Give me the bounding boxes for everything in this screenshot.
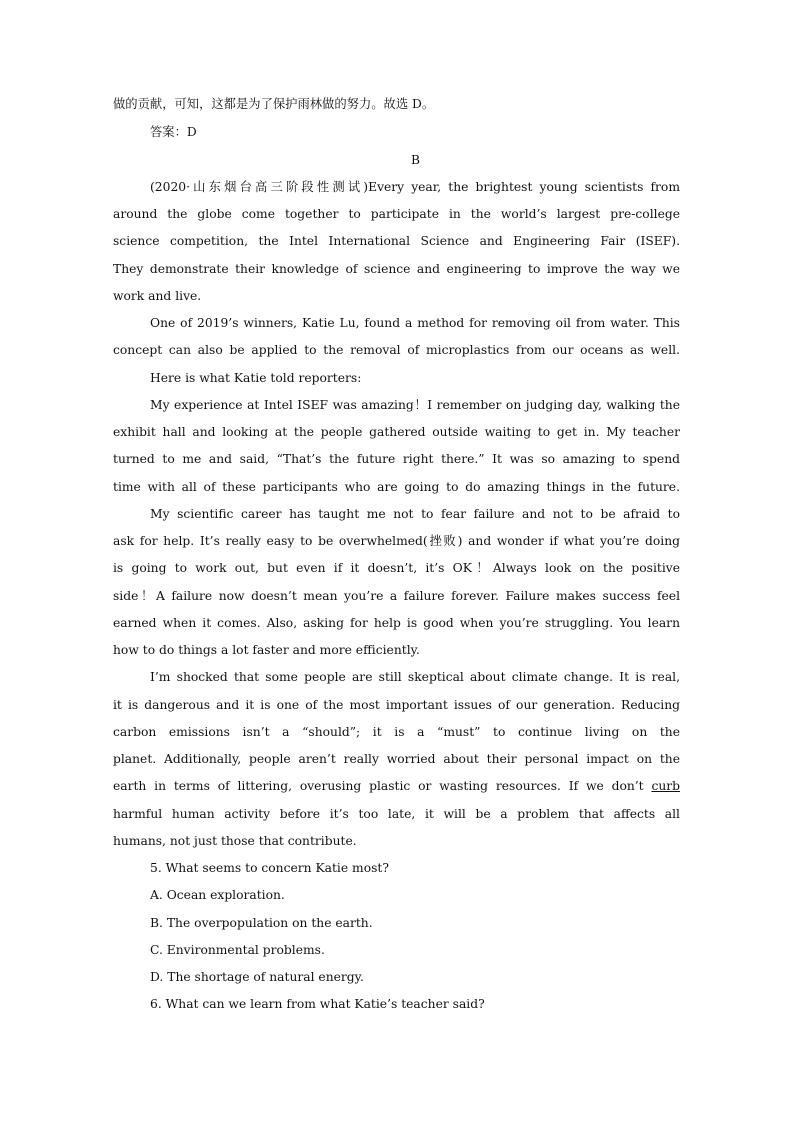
passage-line: Here is what Katie told reporters: bbox=[150, 371, 362, 385]
passage-line: is going to work out, but even if it doesn’t, it’s OK！Always look on the positive bbox=[113, 561, 680, 575]
passage-line: (2020·山东烟台高三阶段性测试)Every year, the brightest young scientists from bbox=[150, 180, 680, 194]
passage-line: concept can also be applied to the removal of microplastics from our oceans as well. bbox=[113, 343, 680, 357]
passage-line: exhibit hall and looking at the people gathered outside waiting to get in. My teacher bbox=[113, 425, 680, 439]
question-stem: 5. What seems to concern Katie most? bbox=[150, 861, 389, 875]
passage-line bbox=[113, 776, 680, 796]
question-option: C. Environmental problems. bbox=[150, 943, 325, 957]
question-option: B. The overpopulation on the earth. bbox=[150, 916, 373, 930]
underlined-word: curb bbox=[651, 779, 680, 793]
passage-line: science competition, the Intel International Science and Engineering Fair (ISEF). bbox=[113, 234, 680, 248]
previous-explanation-tail: 做的贡献，可知，这都是为了保护雨林做的努力。故选 D。 bbox=[113, 97, 435, 111]
passage-line: side！A failure now doesn’t mean you’re a failure forever. Failure makes success feel bbox=[113, 589, 680, 603]
passage-line: how to do things a lot faster and more efficiently. bbox=[113, 643, 420, 657]
passage-line: planet. Additionally, people aren’t really worried about their personal impact on the bbox=[113, 752, 680, 766]
passage-line: One of 2019’s winners, Katie Lu, found a method for removing oil from water. This bbox=[150, 316, 680, 330]
passage-line: it is dangerous and it is one of the most important issues of our generation. Reducing bbox=[113, 698, 680, 712]
question-option: A. Ocean exploration. bbox=[150, 888, 285, 902]
passage-line: My scientific career has taught me not to fear failure and not to be afraid to bbox=[150, 507, 680, 521]
passage-line-text: earth in terms of littering, overusing plastic or wasting resources. If we don’t bbox=[113, 779, 652, 793]
question-option: D. The shortage of natural energy. bbox=[150, 970, 364, 984]
passage-line: work and live. bbox=[113, 289, 202, 303]
passage-line: around the globe come together to participate in the world’s largest pre-college bbox=[113, 207, 680, 221]
passage-line: earned when it comes. Also, asking for help is good when you’re struggling. You learn bbox=[113, 616, 680, 630]
passage-line: harmful human activity before it’s too late, it will be a problem that affects all bbox=[113, 807, 680, 821]
question-stem: 6. What can we learn from what Katie’s teacher said? bbox=[150, 997, 485, 1011]
passage-line: They demonstrate their knowledge of science and engineering to improve the way we bbox=[113, 262, 680, 276]
passage-line: humans, not just those that contribute. bbox=[113, 834, 357, 848]
passage-line: ask for help. It’s really easy to be overwhelmed(挫败) and wonder if what you’re doing bbox=[113, 534, 680, 548]
passage-line: I’m shocked that some people are still skeptical about climate change. It is real, bbox=[150, 670, 680, 684]
passage-line: My experience at Intel ISEF was amazing！I remember on judging day, walking the bbox=[150, 398, 680, 412]
previous-answer: 答案：D bbox=[150, 125, 197, 139]
passage-line: turned to me and said, “That’s the future right there.” It was so amazing to spend bbox=[113, 452, 680, 466]
section-label: B bbox=[410, 153, 421, 167]
passage-line: carbon emissions isn’t a “should”; it is a “must” to continue living on the bbox=[113, 725, 680, 739]
passage-line: time with all of these participants who are going to do amazing things in the future. bbox=[113, 480, 680, 494]
